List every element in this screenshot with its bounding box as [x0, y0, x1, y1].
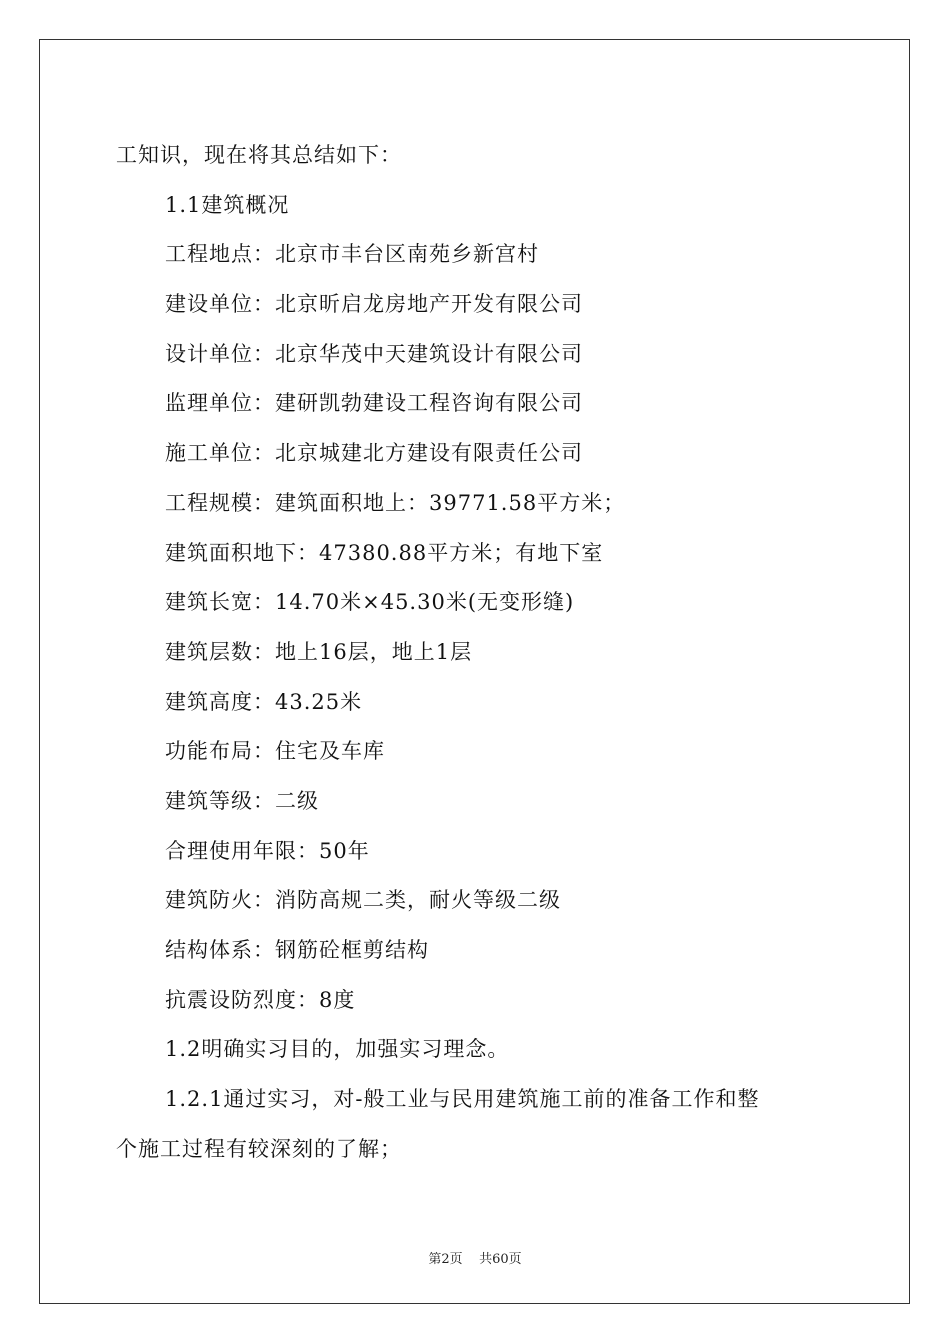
text-line: 设计单位：北京华茂中天建筑设计有限公司: [165, 341, 583, 366]
text-line: 结构体系：钢筋砼框剪结构: [165, 938, 429, 962]
text-line: 建筑面积地下：47380.88平方米；有地下室: [165, 540, 604, 565]
document-body: [116, 131, 846, 1174]
text-line: 功能布局：住宅及车库: [165, 739, 385, 764]
text-line: 建筑层数：地上16层，地上1层: [165, 639, 473, 664]
text-line: 建筑等级：二级: [165, 788, 319, 813]
text-line: 建设单位：北京昕启龙房地产开发有限公司: [165, 292, 583, 317]
text-line: 工程规模：建筑面积地上：39771.58平方米；: [165, 490, 626, 515]
text-line: 1.2.1通过实习，对-般工业与民用建筑施工前的准备工作和整: [165, 1087, 760, 1112]
text-line: 建筑高度：43.25米: [165, 689, 363, 714]
text-line: 抗震设防烈度：8度: [165, 987, 356, 1012]
total-pages: 共60页: [479, 1252, 522, 1267]
page-footer: [0, 1248, 950, 1267]
text-line: 建筑防火：消防高规二类，耐火等级二级: [165, 888, 561, 913]
text-line: 监理单位：建研凯勃建设工程咨询有限公司: [165, 391, 583, 416]
text-line: 合理使用年限：50年: [165, 838, 370, 863]
section-heading: 1.2明确实习目的，加强实习理念。: [165, 1037, 510, 1062]
section-heading: 1.1建筑概况: [165, 192, 290, 217]
text-line: 个施工过程有较深刻的了解；: [116, 1136, 402, 1161]
text-line: 工程地点：北京市丰台区南苑乡新宫村: [165, 242, 539, 267]
page-number: 第2页: [428, 1252, 463, 1267]
text-line: 施工单位：北京城建北方建设有限责任公司: [165, 441, 583, 466]
text-line: 建筑长宽：14.70米×45.30米(无变形缝): [165, 590, 575, 615]
text-line: 工知识，现在将其总结如下：: [116, 143, 402, 167]
